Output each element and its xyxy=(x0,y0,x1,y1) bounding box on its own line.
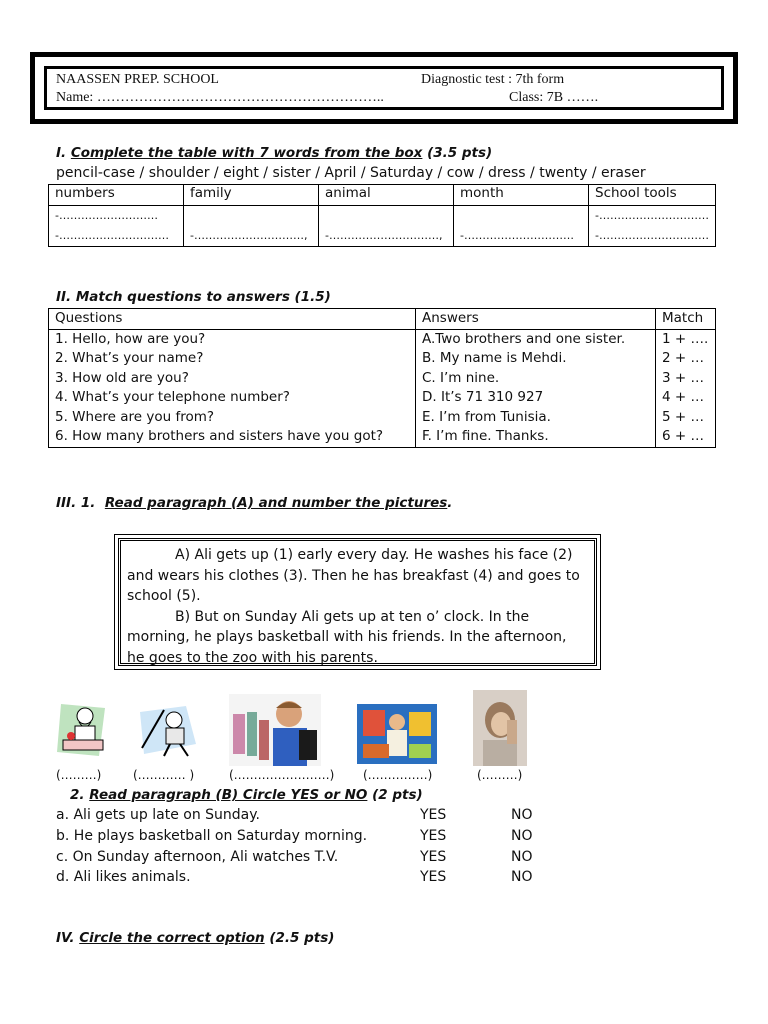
match-table xyxy=(48,308,716,448)
statement-c: c. On Sunday afternoon, Ali watches T.V. xyxy=(56,849,339,865)
match-cell[interactable]: 6 + … xyxy=(656,427,716,447)
question-cell: 3. How old are you? xyxy=(49,369,416,389)
col-header: animal xyxy=(319,185,454,206)
picture-number-blank[interactable]: (………… ) xyxy=(133,768,195,782)
question-cell: 2. What’s your name? xyxy=(49,349,416,369)
washing-face-picture xyxy=(55,702,111,760)
table-row xyxy=(49,408,716,428)
paragraph-b: B) But on Sunday Ali gets up at ten o’ clock. In the morning, he plays basketball with his friends. In the afternoon, he goes to the zoo with his parents. xyxy=(127,608,567,666)
word-box: pencil-case / shoulder / eight / sister / April / Saturday / cow / dress / twenty / eraser xyxy=(56,165,646,181)
col-header: numbers xyxy=(49,185,184,206)
col-header: family xyxy=(184,185,319,206)
picture-number-blank[interactable]: (………) xyxy=(477,768,523,782)
section-1-heading: I. Complete the table with 7 words from the box (3.5 pts) xyxy=(56,145,493,161)
no-option[interactable]: NO xyxy=(511,869,533,885)
answer-cell[interactable]: -……………………… -………………………… xyxy=(49,206,184,247)
table-row xyxy=(49,329,716,349)
col-header: Questions xyxy=(49,309,416,330)
answer-cell[interactable]: -………………………… xyxy=(454,206,589,247)
section-2-heading: II. Match questions to answers (1.5) xyxy=(56,289,331,305)
question-cell: 4. What’s your telephone number? xyxy=(49,388,416,408)
yes-option[interactable]: YES xyxy=(420,807,447,823)
match-cell[interactable]: 2 + … xyxy=(656,349,716,369)
section-3-part-2-heading: 2. Read paragraph (B) Circle YES or NO (2 pts) xyxy=(70,787,423,803)
table-row xyxy=(49,427,716,447)
answer-cell[interactable]: -…………………………, xyxy=(319,206,454,247)
answer-cell: D. It’s 71 310 927 xyxy=(416,388,656,408)
yes-option[interactable]: YES xyxy=(420,869,447,885)
col-header: Answers xyxy=(416,309,656,330)
picture-number-blank[interactable]: (……………) xyxy=(363,768,433,782)
picture-number-blank[interactable]: (………) xyxy=(56,768,102,782)
yes-option[interactable]: YES xyxy=(420,828,447,844)
sleeping-picture xyxy=(473,690,527,766)
table-row xyxy=(49,388,716,408)
no-option[interactable]: NO xyxy=(511,807,533,823)
col-header: Match xyxy=(656,309,716,330)
no-option[interactable]: NO xyxy=(511,849,533,865)
answer-cell: C. I’m nine. xyxy=(416,369,656,389)
section-4-heading: IV. Circle the correct option (2.5 pts) xyxy=(56,930,335,946)
match-cell[interactable]: 4 + … xyxy=(656,388,716,408)
student-name-field: Name: …………………………………………………….. xyxy=(56,90,384,105)
table-row xyxy=(49,349,716,369)
match-cell[interactable]: 3 + … xyxy=(656,369,716,389)
answer-cell: A.Two brothers and one sister. xyxy=(416,329,656,349)
no-option[interactable]: NO xyxy=(511,828,533,844)
statement-d: d. Ali likes animals. xyxy=(56,869,191,885)
picture-number-blank[interactable]: (……………………) xyxy=(229,768,335,782)
answer-cell: B. My name is Mehdi. xyxy=(416,349,656,369)
test-title: Diagnostic test : 7th form xyxy=(421,72,565,87)
table-row xyxy=(49,369,716,389)
section-3-heading: III. 1. Read paragraph (A) and number the pictures. xyxy=(56,495,453,511)
answer-cell[interactable]: -…………………………, xyxy=(184,206,319,247)
class-field: Class: 7B ……. xyxy=(509,90,599,105)
question-cell: 1. Hello, how are you? xyxy=(49,329,416,349)
statement-a: a. Ali gets up late on Sunday. xyxy=(56,807,260,823)
paragraph-box xyxy=(118,538,597,666)
paragraph-a: A) Ali gets up (1) early every day. He washes his face (2) and wears his clothes (3). Then he has breakfast (4) and goes to school (5). xyxy=(127,547,580,604)
statement-b: b. He plays basketball on Saturday morning. xyxy=(56,828,368,844)
vocabulary-table xyxy=(48,184,716,247)
col-header: School tools xyxy=(589,185,716,206)
getting-dressed-picture xyxy=(134,704,200,760)
breakfast-picture xyxy=(357,704,437,764)
match-cell[interactable]: 5 + … xyxy=(656,408,716,428)
col-header: month xyxy=(454,185,589,206)
students-school-picture xyxy=(229,694,321,766)
question-cell: 6. How many brothers and sisters have you got? xyxy=(49,427,416,447)
yes-option[interactable]: YES xyxy=(420,849,447,865)
answer-cell: F. I’m fine. Thanks. xyxy=(416,427,656,447)
match-cell[interactable]: 1 + …. xyxy=(656,329,716,349)
answer-cell[interactable]: -………………………… -………………………… xyxy=(589,206,716,247)
question-cell: 5. Where are you from? xyxy=(49,408,416,428)
answer-cell: E. I’m from Tunisia. xyxy=(416,408,656,428)
school-name: NAASSEN PREP. SCHOOL xyxy=(56,72,219,87)
